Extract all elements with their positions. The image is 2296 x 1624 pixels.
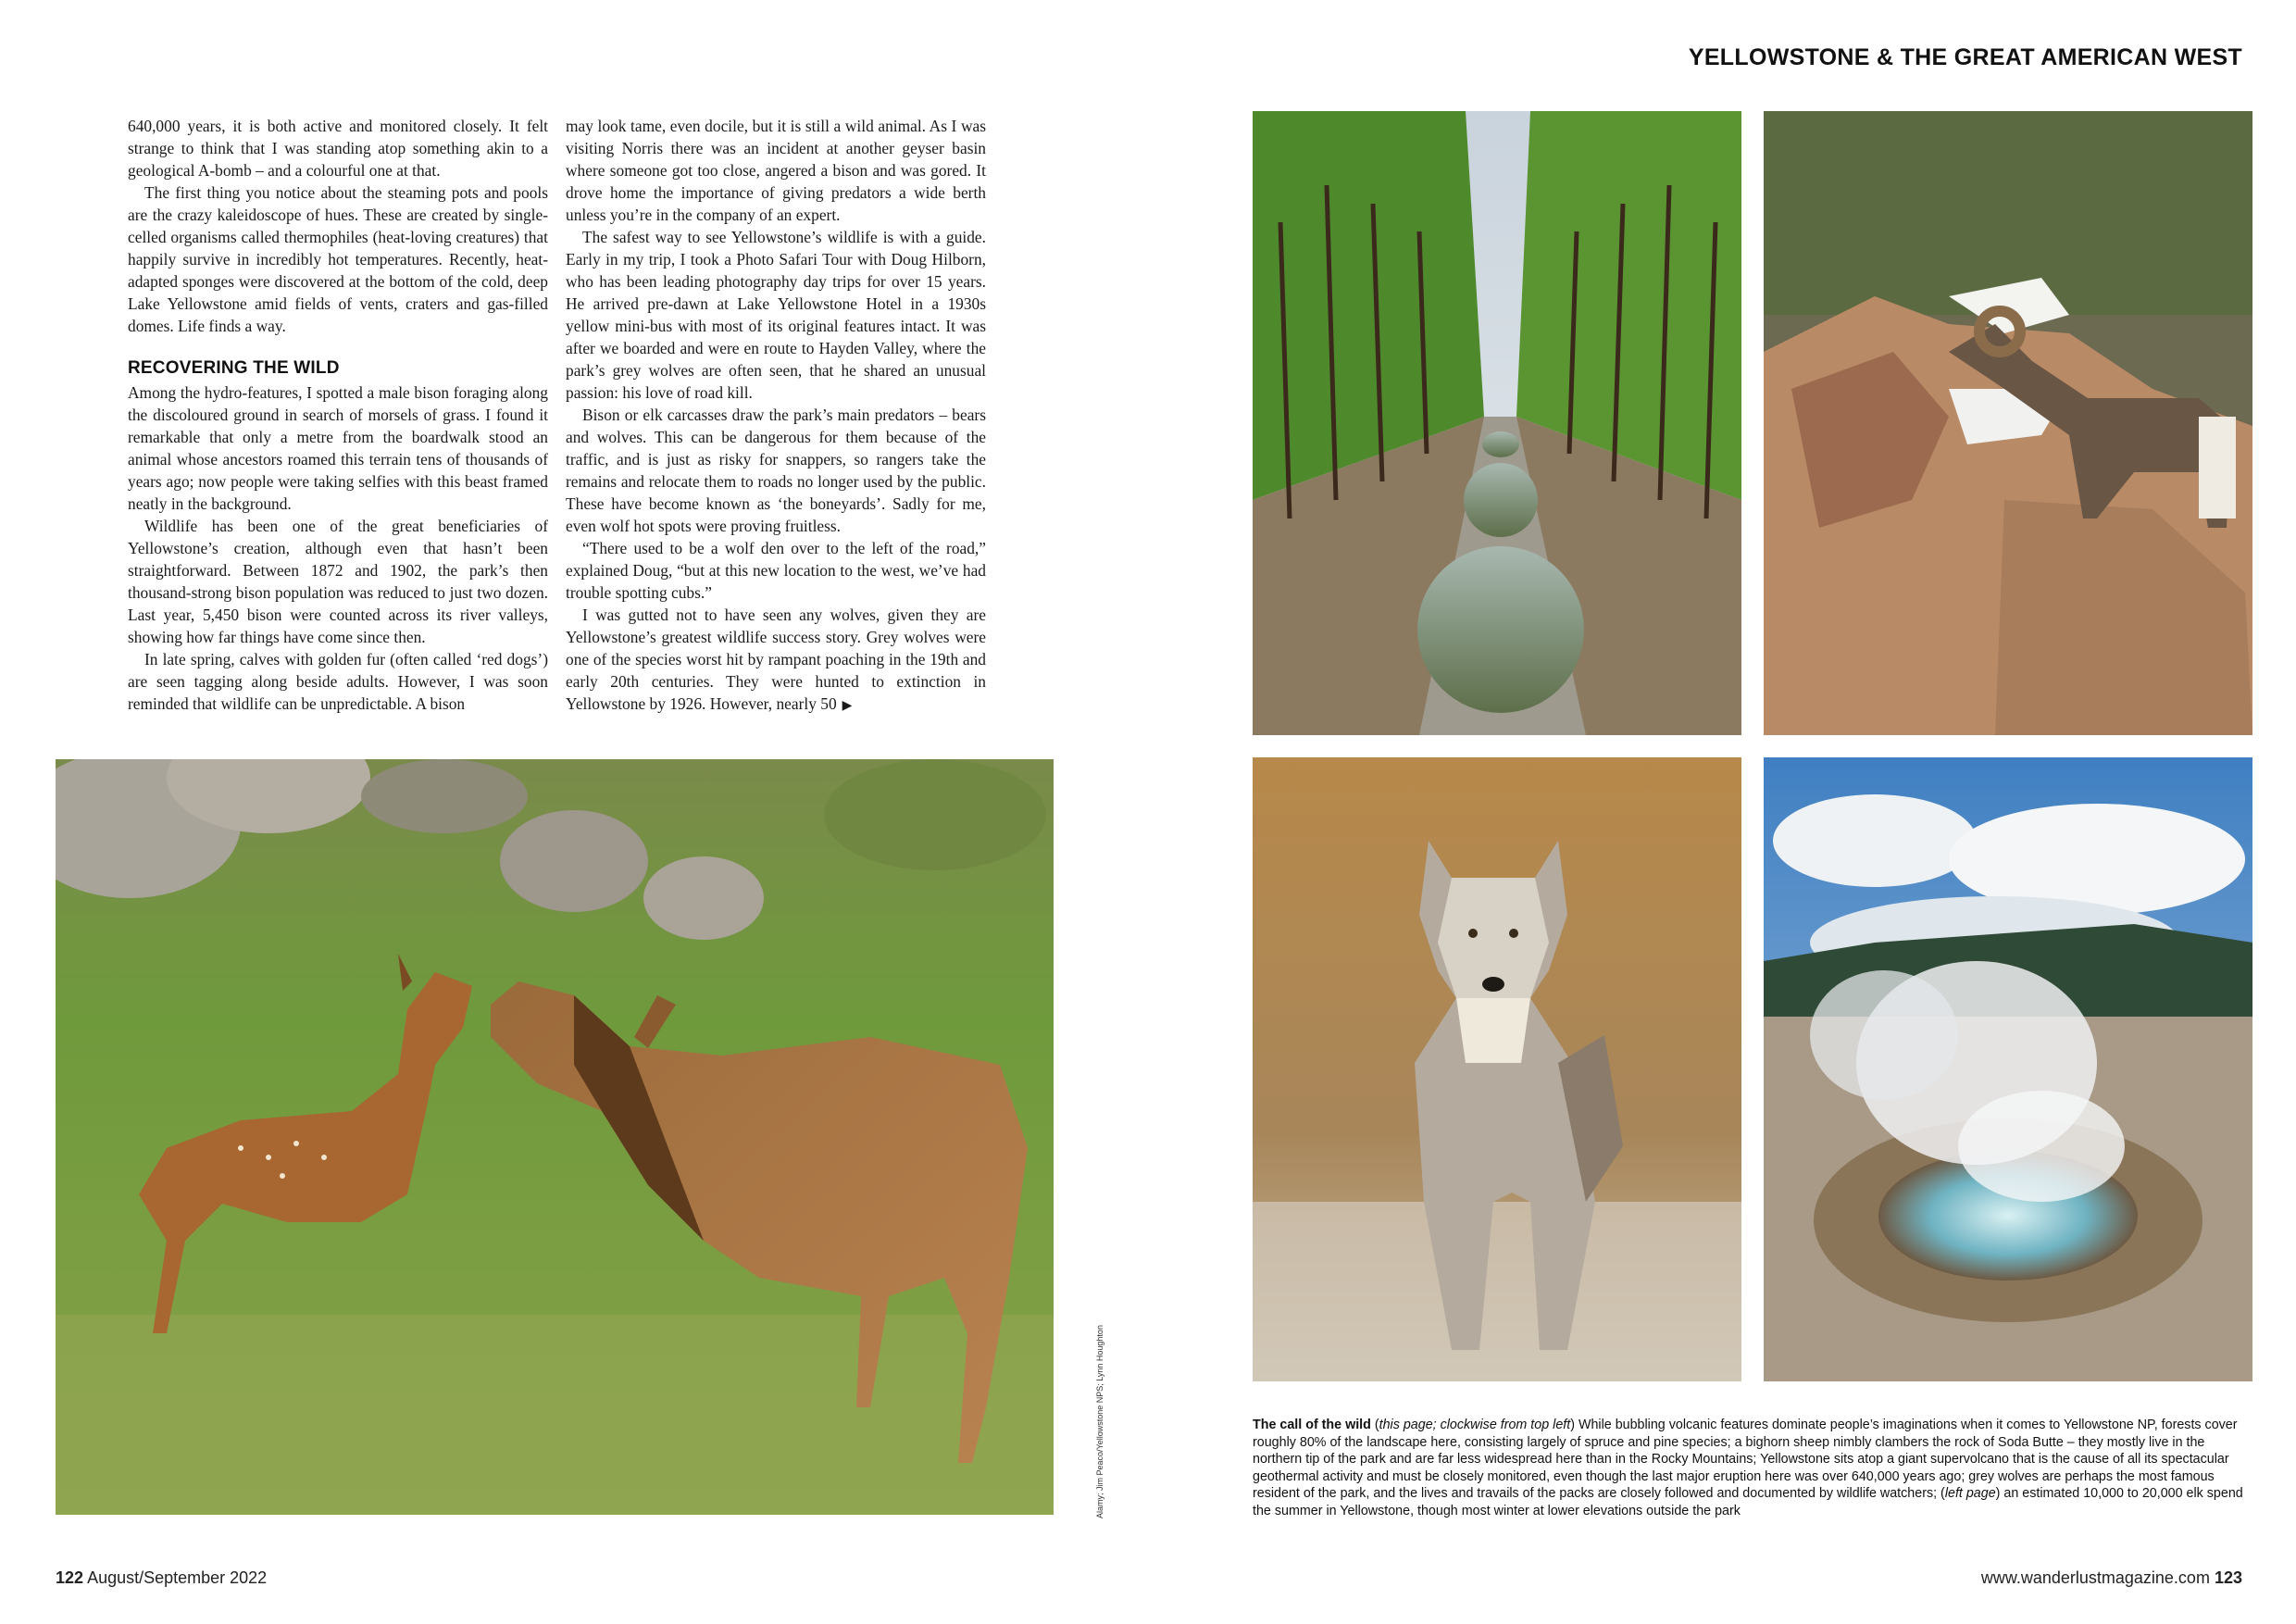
paragraph: Among the hydro-features, I spotted a male bison foraging along the discoloured ground in search of morsels of grass. I found it remarkable that only a metre from the boardwalk stood an animal whose ancestors roamed this terrain tens of thousands of years ago; now people were taking selfies with this beast framed neatly in the background. xyxy=(128,383,548,513)
article-column-1 xyxy=(128,115,548,715)
caption-left-page-note: left page xyxy=(1944,1486,1996,1501)
caption-text: ) While bubbling volcanic features dominate people’s imaginations when it comes to Yellowstone NP, forests cover roughly 80% of the landscape here, consisting largely of spruce and pine species; a bighorn sheep nimbly clambers the rock of Soda Butte – they mostly live in the northern tip of the park and are far less widespread here than in the Rocky Mountains; Yellowstone sits atop a giant supervolcano that is the cause of all its spectacular geothermal activity and must be closely monitored, even though the last major eruption here was over 640,000 years ago; grey wolves are perhaps the most famous resident of the park, and the lives and travails of the packs are closely followed and documented by wildlife watchers; ( xyxy=(1253,1418,2238,1501)
continue-arrow-icon: ▶ xyxy=(842,698,853,713)
page-number-left: 122 xyxy=(56,1568,84,1587)
paragraph: Wildlife has been one of the great beneficiaries of Yellowstone’s creation, although even that hasn’t been straightforward. Between 1872 and 1902, the park’s then thousand-strong bison population was reduced to just two dozen. Last year, 5,450 bison were counted across its river valleys, showing how far things have come since then. xyxy=(128,517,548,646)
paragraph: “There used to be a wolf den over to the left of the road,” explained Doug, “but at this new location to the west, we’ve had trouble spotting cubs.” xyxy=(566,539,986,602)
paragraph: In late spring, calves with golden fur (often called ‘red dogs’) are seen tagging along beside adults. However, I was soon reminded that wildlife can be unpredictable. A bison xyxy=(128,650,548,713)
paragraph: Bison or elk carcasses draw the park’s main predators – bears and wolves. This can be dangerous for them because of the traffic, and is just as risky for snappers, so rangers take the remains and relocate them to roads no longer used by the public. These have become known as ‘the boneyards’. Sadly for me, even wolf hot spots were proving fruitless. xyxy=(566,406,986,535)
geyser-photo xyxy=(1764,757,2252,1381)
footer-right xyxy=(1981,1568,2242,1588)
issue-date: August/September 2022 xyxy=(87,1568,268,1587)
website-url: www.wanderlustmagazine.com xyxy=(1980,1568,2210,1587)
footer-left xyxy=(56,1568,267,1588)
article-column-2 xyxy=(566,115,986,717)
caption-text: ) an estimated 10,000 to 20,000 elk spend the summer in Yellowstone, though most winter at lower elevations outside the park xyxy=(1253,1486,2243,1518)
paragraph: The safest way to see Yellowstone’s wildlife is with a guide. Early in my trip, I took a Photo Safari Tour with Doug Hilborn, who has been leading photography day trips for over 15 years. He arrived pre-dawn at Lake Yellowstone Hotel in a 1930s yellow mini-bus with most of its original features intact. It was after we boarded and were en route to Hayden Valley, where the park’s grey wolves are often seen, that he shared an unusual passion: his love of road kill. xyxy=(566,228,986,402)
page-number-right: 123 xyxy=(2214,1568,2242,1587)
photo-credit: Alamy; Jim Peaco/Yellowstone NPS; Lynn Houghton xyxy=(1095,1325,1104,1518)
bighorn-sheep-photo xyxy=(1764,111,2252,735)
paragraph-text: I was gutted not to have seen any wolves, given they are Yellowstone’s greatest wildlife success story. Grey wolves were one of the species worst hit by rampant poaching in the 19th and early 20th centuries. They were hunted to extinction in Yellowstone by 1926. However, nearly 50 xyxy=(566,606,986,713)
caption-text: ( xyxy=(1370,1418,1379,1432)
paragraph: The first thing you notice about the steaming pots and pools are the crazy kaleidoscope of hues. These are created by single-celled organisms called thermophiles (heat-loving creatures) that happily survive in incredibly hot temperatures. Recently, heat-adapted sponges were discovered at the bottom of the cold, deep Lake Yellowstone amid fields of vents, craters and gas-filled domes. Life finds a way. xyxy=(128,183,548,335)
photo-caption xyxy=(1253,1417,2252,1519)
paragraph: may look tame, even docile, but it is still a wild animal. As I was visiting Norris there was an incident at another geyser basin where someone got too close, angered a bison and was gored. It drove home the importance of giving predators a wide berth unless you’re in the company of an expert. xyxy=(566,117,986,224)
caption-page-note: this page; clockwise from top left xyxy=(1379,1418,1571,1432)
paragraph-last xyxy=(566,604,986,717)
paragraph: 640,000 years, it is both active and monitored closely. It felt strange to think that I was standing atop something akin to a geological A-bomb – and a colourful one at that. xyxy=(128,117,548,180)
grey-wolf-photo xyxy=(1253,757,1741,1381)
section-subheading: RECOVERING THE WILD xyxy=(128,358,340,378)
section-title: YELLOWSTONE & THE GREAT AMERICAN WEST xyxy=(1688,44,2242,70)
elk-photo xyxy=(56,759,1054,1515)
forest-road-photo xyxy=(1253,111,1741,735)
caption-title: The call of the wild xyxy=(1253,1418,1371,1432)
